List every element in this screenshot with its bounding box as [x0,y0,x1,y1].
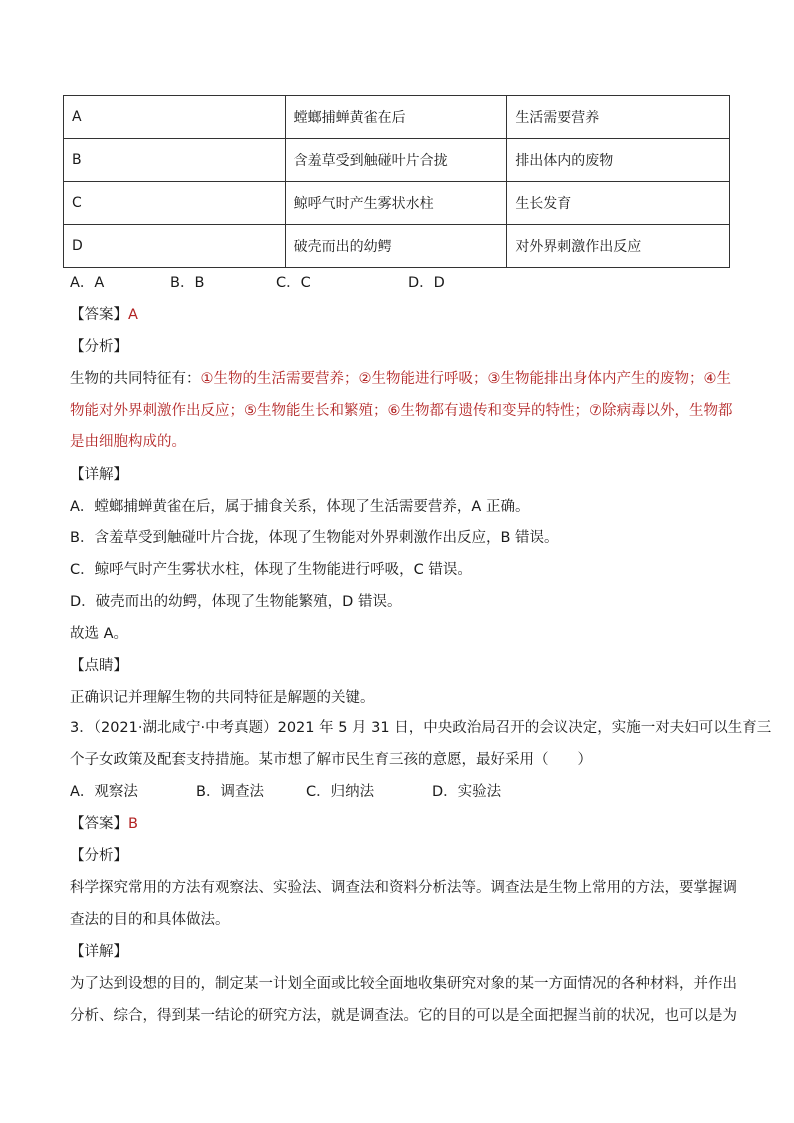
q2-analysis-line [70,369,731,389]
option-b: B．调查法 [196,784,264,800]
table-cell: 含羞草受到触碰叶片合拢 [285,139,507,182]
table-cell: 生活需要营养 [507,96,730,139]
option-c: C．归纳法 [306,784,375,800]
table-row [64,225,730,268]
option-d: D．实验法 [432,784,502,800]
q3-answer [70,814,138,834]
q2-analysis-line: 是由细胞构成的。 [70,434,186,450]
q3-analysis-line: 科学探究常用的方法有观察法、实验法、调查法和资料分析法等。调查法是生物上常用的方法，要掌握调 [70,880,737,896]
q3-detail-tag: 【详解】 [70,944,128,960]
q3-stem: 3．（2021·湖北咸宁·中考真题）2021 年 5 月 31 日，中央政治局召开的会议决定，实施一对夫妇可以生育三 [70,720,772,736]
q2-detail-line: 故选 A。 [70,626,129,642]
table-row [64,96,730,139]
option-d: D．D [408,275,445,291]
option-a: A．观察法 [70,784,138,800]
table-row [64,182,730,225]
q2-detail-tag: 【详解】 [70,467,128,483]
answer-value: B [128,816,138,832]
q2-detail-line: C．鲸呼气时产生雾状水柱，体现了生物能进行呼吸，C 错误。 [70,562,472,578]
table-cell: 排出体内的废物 [507,139,730,182]
table-cell: D [64,225,286,268]
q2-detail-line: B．含羞草受到触碰叶片合拢，体现了生物能对外界刺激作出反应，B 错误。 [70,530,559,546]
table-cell: 生长发育 [507,182,730,225]
answer-tag: 【答案】 [70,307,128,323]
options-table [63,95,730,268]
q2-analysis-tag: 【分析】 [70,339,128,355]
table-cell: 螳螂捕蝉黄雀在后 [285,96,507,139]
q2-detail-line: D．破壳而出的幼鳄，体现了生物能繁殖，D 错误。 [70,594,402,610]
table-cell: 鲸呼气时产生雾状水柱 [285,182,507,225]
q3-analysis-tag: 【分析】 [70,848,128,864]
option-a: A．A [70,275,105,291]
table-cell: C [64,182,286,225]
option-c: C．C [276,275,311,291]
answer-value: A [128,307,138,323]
q3-detail-line: 分析、综合，得到某一结论的研究方法，就是调查法。它的目的可以是全面把握当前的状况，也可以是为 [70,1008,737,1024]
q3-analysis-line: 查法的目的和具体做法。 [70,912,230,928]
table-cell: A [64,96,286,139]
answer-tag: 【答案】 [70,816,128,832]
table-cell: B [64,139,286,182]
q2-answer [70,305,138,325]
analysis-text: ①生物的生活需要营养；②生物能进行呼吸；③生物能排出身体内产生的废物；④生 [200,371,731,387]
q2-options [70,273,445,293]
q3-stem: 个子女政策及配套支持措施。某市想了解市民生育三孩的意愿，最好采用（ ） [70,752,592,768]
analysis-lead: 生物的共同特征有： [70,371,201,387]
table-cell: 破壳而出的幼鳄 [285,225,507,268]
q2-analysis-line: 物能对外界刺激作出反应；⑤生物能生长和繁殖；⑥生物都有遗传和变异的特性；⑦除病毒以外，生物都 [70,403,733,419]
q2-point-tag: 【点睛】 [70,658,128,674]
q2-point: 正确识记并理解生物的共同特征是解题的关键。 [70,690,375,706]
q2-detail-line: A．螳螂捕蝉黄雀在后，属于捕食关系，体现了生活需要营养，A 正确。 [70,499,530,515]
table-row [64,139,730,182]
q3-detail-line: 为了达到设想的目的，制定某一计划全面或比较全面地收集研究对象的某一方面情况的各种材料，并作出 [70,976,737,992]
option-b: B．B [170,275,205,291]
q3-options [70,782,501,802]
table-cell: 对外界刺激作出反应 [507,225,730,268]
